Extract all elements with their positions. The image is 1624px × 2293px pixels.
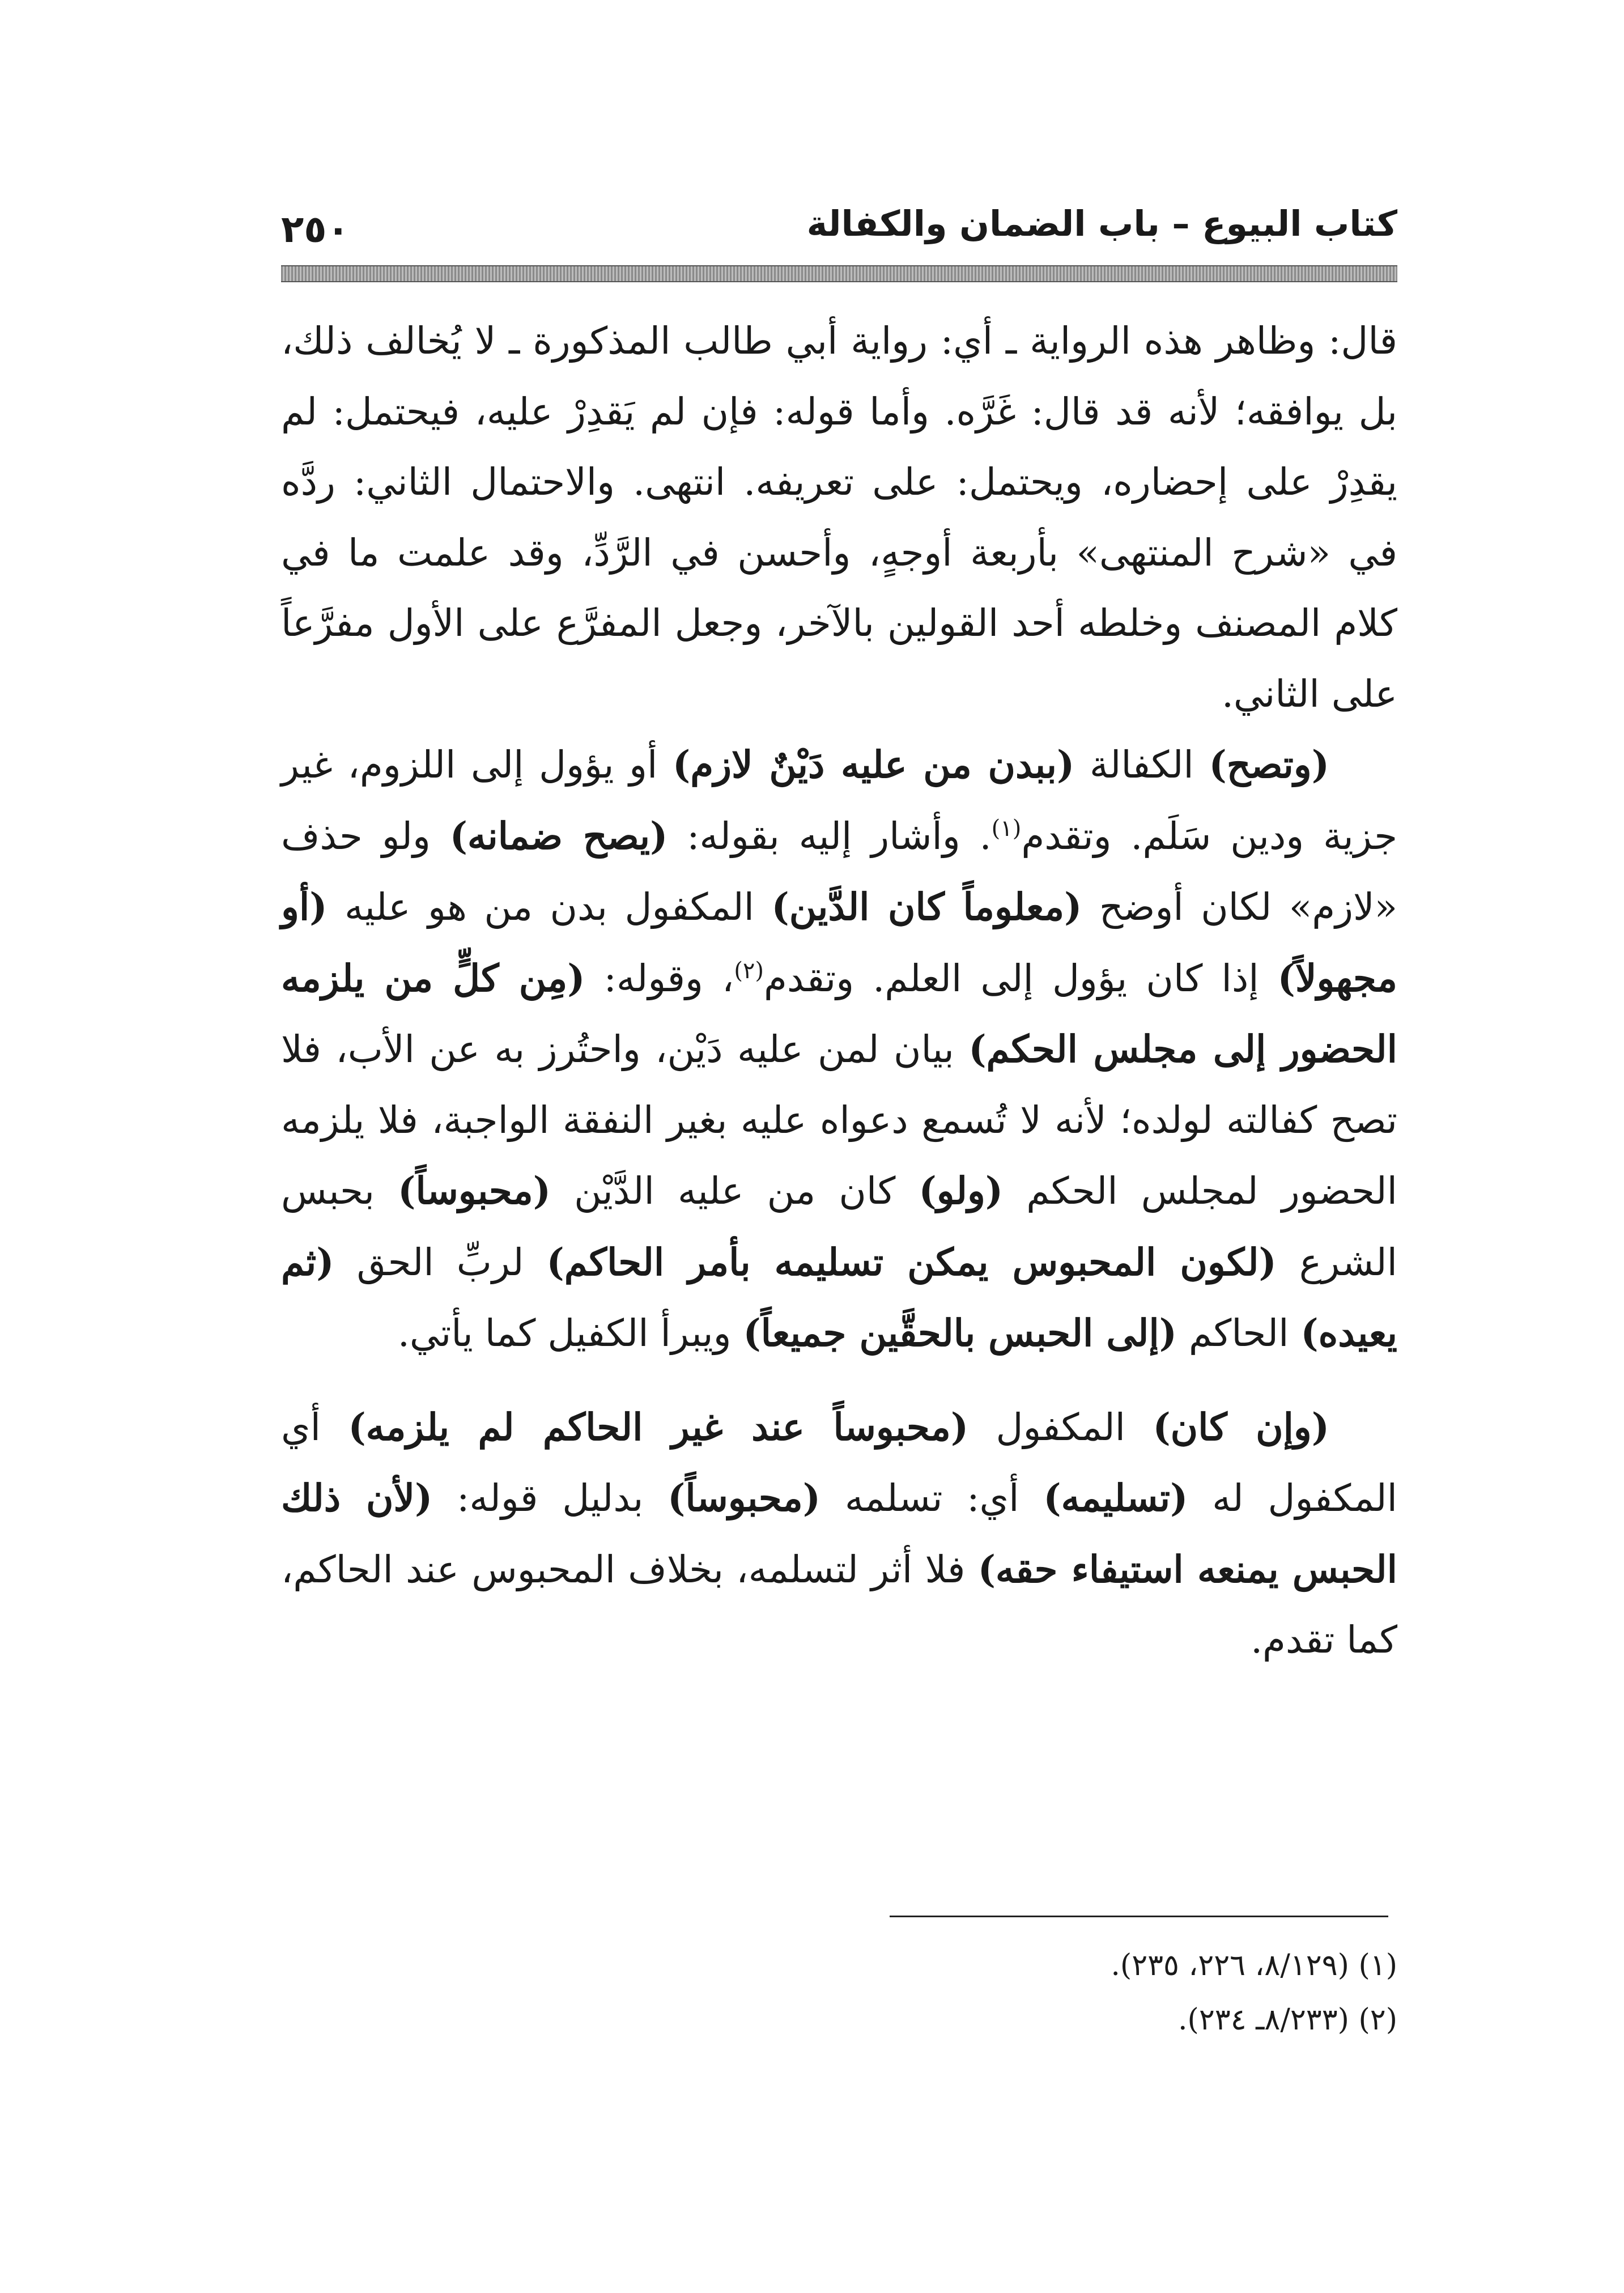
- sharh-text: فلا أثر لتسلمه، بخلاف المحبوس عند الحاكم، كما تقدم.: [281, 1547, 1397, 1662]
- sharh-text: الحاكم: [1176, 1311, 1301, 1355]
- matn-text: (معلوماً كان الدَّين): [771, 885, 1082, 929]
- sharh-text: . وأشار إليه بقوله:: [668, 814, 992, 858]
- paragraph: [281, 729, 1397, 1369]
- sharh-text: أو يؤول إلى اللزوم، غير جزية ودين سَلَم. وتقدم: [281, 743, 1397, 858]
- matn-text: (مِن كلٍّ من يلزمه الحضور إلى مجلس الحكم): [281, 956, 1398, 1071]
- sharh-text: المكفول بدن من هو عليه: [327, 885, 772, 929]
- matn-text: (ثم يعيده): [281, 1239, 1397, 1355]
- sharh-text: كان من عليه الدَّيْن: [551, 1169, 919, 1213]
- footnote-reference: (١): [991, 815, 1022, 842]
- footnotes: [281, 1938, 1397, 2047]
- sharh-text: أي: تسلمه: [820, 1476, 1044, 1520]
- sharh-text: الكفالة: [1074, 743, 1209, 787]
- matn-text: (تسليمه): [1043, 1476, 1188, 1520]
- sharh-text: بدليل قوله:: [432, 1476, 668, 1520]
- paragraph: [281, 306, 1397, 729]
- paragraph: [281, 1392, 1397, 1676]
- matn-text: (لكون المحبوس يمكن تسليمه بأمر الحاكم): [546, 1239, 1277, 1284]
- matn-text: (محبوساً): [398, 1169, 551, 1213]
- sharh-text: قال: وظاهر هذه الرواية ـ أي: رواية أبي طالب المذكورة ـ لا يُخالف ذلك، بل يوافقه؛ لأنه قد قال: غَرَّه. وأما قوله: فإن لم يَقدِرْ عليه، فيحتمل: لم يقدِرْ على إحضاره، ويحتمل: على تعريفه. انتهى. والاحتمال الثاني: ردَّه في «شرح المنتهى» بأربعة أوجهٍ، وأحسن في الرَّدِّ، وقد علمت ما في كلام المصنف وخلطه أحد القولين بالآخر، وجعل المفرَّع على الأول مفرَّعاً على الثاني.: [281, 319, 1397, 716]
- matn-text: (محبوساً عند غير الحاكم لم يلزمه): [348, 1404, 969, 1449]
- running-title: كتاب البيوع – باب الضمان والكفالة: [806, 203, 1397, 244]
- sharh-text: ويبرأ الكفيل كما يأتي.: [397, 1311, 743, 1355]
- matn-text: (ولو): [919, 1169, 1004, 1213]
- sharh-text: أي المكفول له: [281, 1405, 1397, 1520]
- matn-text: (يصح ضمانه): [449, 813, 668, 858]
- sharh-text: المكفول: [968, 1405, 1153, 1449]
- matn-text: (محبوساً): [668, 1476, 820, 1520]
- main-text: [281, 306, 1397, 1676]
- sharh-text: لربِّ الحق: [334, 1240, 547, 1284]
- matn-text: (إلى الحبس بالحقَّين جميعاً): [743, 1311, 1177, 1355]
- sharh-text: ، وقوله:: [585, 956, 734, 1000]
- sharh-text: بحبس الشرع: [281, 1169, 1397, 1284]
- matn-text: (لأن ذلك الحبس يمنعه استيفاء حقه): [281, 1476, 1397, 1591]
- footnote-divider: [890, 1916, 1388, 1917]
- sharh-text: إذا كان يؤول إلى العلم. وتقدم: [764, 956, 1278, 1000]
- running-header: [281, 196, 1397, 258]
- matn-text: (وتصح): [1209, 742, 1330, 787]
- sharh-text: ولو حذف «لازم» لكان أوضح: [281, 814, 1397, 929]
- footnote: (١) (٨/١٢٩، ٢٢٦، ٢٣٥).: [1111, 1948, 1397, 1982]
- footnote: (٢) (٨/٢٣٣ـ ٢٣٤).: [1178, 2003, 1397, 2037]
- page-number: ٢٥٠: [281, 207, 350, 251]
- header-divider: [281, 265, 1397, 282]
- footnote-reference: (٢): [734, 957, 764, 984]
- matn-text: (ببدن من عليه دَيْنٌ لازم): [673, 742, 1075, 787]
- sharh-text: بيان لمن عليه دَيْن، واحتُرز به عن الأب، فلا تصح كفالته لولده؛ لأنه لا تُسمع دعواه عليه بغير النفقة الواجبة، فلا يلزمه الحضور لمجلس الحكم: [281, 1027, 1397, 1213]
- matn-text: (وإن كان): [1153, 1404, 1330, 1449]
- matn-text: (أو مجهولاً): [281, 885, 1398, 1000]
